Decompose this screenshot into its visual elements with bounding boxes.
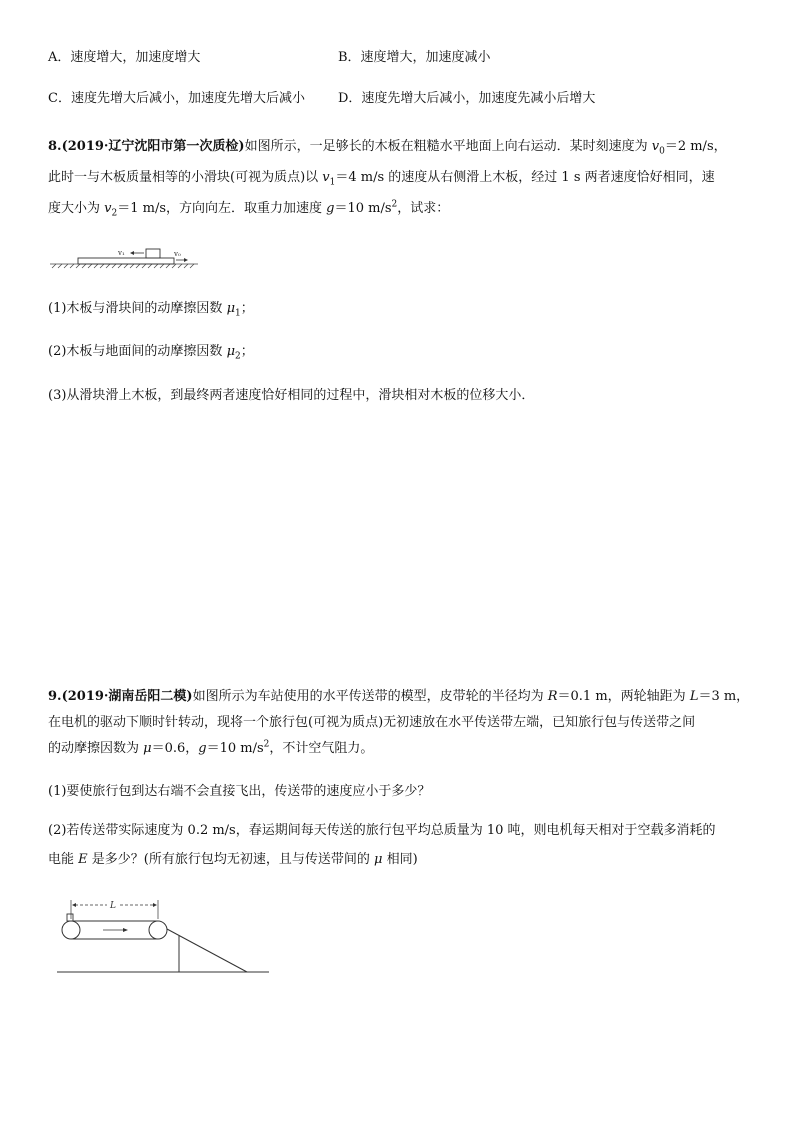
right-pulley bbox=[149, 921, 167, 939]
label-v1: v₁ bbox=[118, 249, 125, 257]
var-v: v bbox=[651, 139, 660, 154]
q9-text: 的动摩擦因数为 bbox=[48, 741, 144, 756]
q8-text: ，试求： bbox=[397, 201, 450, 216]
arrow-v0-head bbox=[184, 258, 188, 262]
q9-text: ＝10 m/s bbox=[206, 741, 264, 756]
board bbox=[78, 258, 174, 264]
q8-sub-1-end: ； bbox=[240, 301, 254, 316]
subscript: 1 bbox=[329, 177, 336, 188]
label-l: L bbox=[110, 901, 116, 911]
q9-sub-2-line-1: (2)若传送带实际速度为 0.2 m/s，春运期间每天传送的旅行包平均总质量为 10 吨，则电机每天相对于空载多消耗的 bbox=[48, 823, 716, 838]
q9-line-1 bbox=[48, 688, 749, 706]
subscript: 2 bbox=[111, 208, 118, 219]
q8-text: ＝4 m/s 的速度从右侧滑上木板，经过 1 s 两者速度恰好相同，速 bbox=[335, 170, 715, 185]
q8-sub-2-end: ； bbox=[240, 344, 254, 359]
belt-direction-arrow-head bbox=[123, 928, 128, 932]
var-e: E bbox=[78, 852, 88, 867]
label-v0: v₀ bbox=[174, 250, 181, 258]
q9-text: 相同) bbox=[382, 852, 418, 867]
var-g: g bbox=[198, 741, 207, 756]
option-b: B．速度增大，加速度减小 bbox=[338, 50, 491, 65]
q9-line-2: 在电机的驱动下顺时针转动，现将一个旅行包(可视为质点)无初速放在水平传送带左端，已知旅行包与传送带之间 bbox=[48, 715, 696, 730]
option-a: A．速度增大，加速度增大 bbox=[48, 50, 201, 65]
q9-line-3 bbox=[48, 740, 373, 758]
q9-figure bbox=[55, 893, 273, 977]
q8-sub-1-text: (1)木板与滑块间的动摩擦因数 bbox=[48, 301, 227, 316]
left-pulley bbox=[62, 921, 80, 939]
var-mu: μ bbox=[143, 741, 152, 756]
q9-source: (2019·湖南岳阳二模) bbox=[61, 689, 193, 704]
q9-sub-2-line-2 bbox=[48, 851, 418, 869]
q8-sub-3: (3)从滑块滑上木板，到最终两者速度恰好相同的过程中，滑块相对木板的位移大小． bbox=[48, 388, 535, 403]
arrow-v1-head bbox=[130, 251, 134, 255]
q9-text: 是多少？(所有旅行包均无初速，且与传送带间的 bbox=[87, 852, 374, 867]
block bbox=[146, 249, 160, 258]
var-mu: μ bbox=[226, 344, 236, 359]
var-l: L bbox=[689, 689, 699, 704]
luggage bbox=[67, 914, 73, 921]
var-v: v bbox=[322, 170, 330, 185]
superscript: 2 bbox=[263, 739, 270, 750]
ground-hatching bbox=[50, 264, 198, 268]
q8-text: ＝1 m/s，方向向左．取重力加速度 bbox=[117, 201, 327, 216]
q9-text: 如图所示为车站使用的水平传送带的模型，皮带轮的半径均为 bbox=[192, 689, 548, 704]
q8-sub-1 bbox=[48, 300, 254, 318]
q8-source: (2019·辽宁沈阳市第一次质检) bbox=[61, 139, 245, 154]
var-r: R bbox=[547, 689, 558, 704]
var-v: v bbox=[104, 201, 112, 216]
q9-text: ＝3 m， bbox=[698, 689, 750, 704]
q8-sub-2-text: (2)木板与地面间的动摩擦因数 bbox=[48, 344, 227, 359]
superscript: 2 bbox=[391, 199, 398, 210]
q9-text: ，不计空气阻力。 bbox=[269, 741, 374, 756]
q8-line-1 bbox=[48, 138, 727, 156]
q8-sub-2 bbox=[48, 343, 254, 361]
q8-text: 此时一与木板质量相等的小滑块(可视为质点)以 bbox=[48, 170, 323, 185]
q8-text: ＝10 m/s bbox=[334, 201, 392, 216]
dim-arrow-left bbox=[72, 903, 76, 907]
subscript: 2 bbox=[235, 351, 241, 362]
q9-text: ＝0.1 m，两轮轴距为 bbox=[557, 689, 690, 704]
q8-number: 8. bbox=[48, 139, 62, 154]
q8-line-3 bbox=[48, 200, 449, 218]
q8-text: 度大小为 bbox=[48, 201, 105, 216]
var-g: g bbox=[326, 201, 335, 216]
var-mu: μ bbox=[373, 852, 383, 867]
option-d: D．速度先增大后减小，加速度先减小后增大 bbox=[338, 91, 596, 106]
q9-text: 电能 bbox=[48, 852, 79, 867]
q8-figure bbox=[48, 240, 198, 270]
subscript: 0 bbox=[659, 146, 665, 157]
q9-sub-1: (1)要使旅行包到达右端不会直接飞出，传送带的速度应小于多少？ bbox=[48, 784, 431, 799]
subscript: 1 bbox=[235, 308, 241, 319]
q9-number: 9. bbox=[48, 689, 62, 704]
dim-arrow-right bbox=[153, 903, 157, 907]
q8-line-2 bbox=[48, 169, 715, 187]
var-mu: μ bbox=[226, 301, 236, 316]
q8-text: ＝2 m/s， bbox=[664, 139, 727, 154]
q9-text: ＝0.6， bbox=[151, 741, 199, 756]
option-c: C．速度先增大后减小，加速度先增大后减小 bbox=[48, 91, 305, 106]
q8-text: 如图所示，一足够长的木板在粗糙水平地面上向右运动．某时刻速度为 bbox=[244, 139, 652, 154]
